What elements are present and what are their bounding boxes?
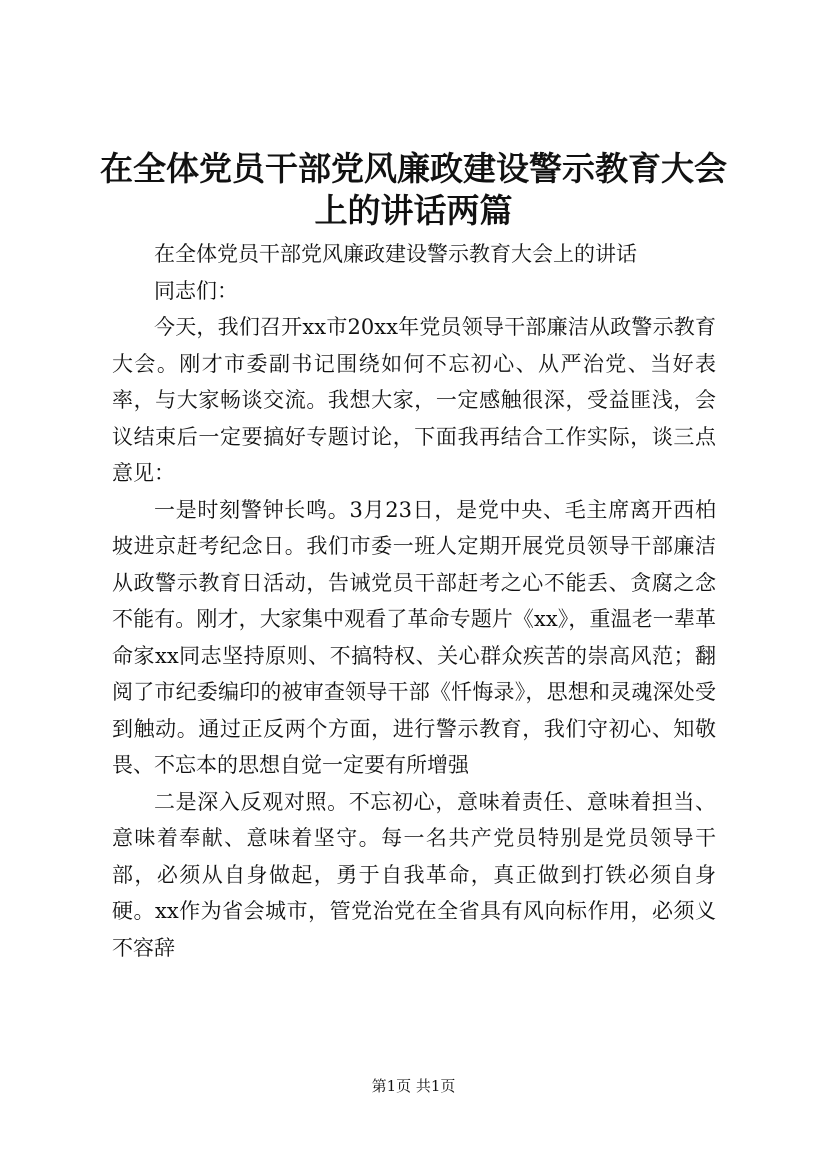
document-body bbox=[112, 236, 716, 966]
paragraph-point-two: 二是深入反观对照。不忘初心，意味着责任、意味着担当、意味着奉献、意味着坚守。每一名共产党员特别是党员领导干部，必须从自身做起，勇于自我革命，真正做到打铁必须自身硬。xx作为省会城市，管党治党在全省具有风向标作用，必须义不容辞 bbox=[112, 789, 716, 960]
paragraph-salutation: 同志们： bbox=[154, 278, 238, 303]
document-title: 在全体党员干部党风廉政建设警示教育大会上的讲话两篇 bbox=[100, 149, 727, 230]
paragraph-point-one: 一是时刻警钟长鸣。3月23日，是党中央、毛主席离开西柏坡进京赶考纪念日。我们市委一班人定期开展党员领导干部廉洁从政警示教育日活动，告诫党员干部赶考之心不能丢、贪腐之念不能有。刚才，大家集中观看了革命专题片《xx》，重温老一辈革命家xx同志坚持原则、不搞特权、关心群众疾苦的崇高风范；翻阅了市纪委编印的被审查领导干部《忏悔录》，思想和灵魂深处受到触动。通过正反两个方面，进行警示教育，我们守初心、知敬畏、不忘本的思想自觉一定要有所增强 bbox=[112, 497, 716, 777]
paragraph-intro: 今天，我们召开xx市20xx年党员领导干部廉洁从政警示教育大会。刚才市委副书记围绕如何不忘初心、从严治党、当好表率，与大家畅谈交流。我想大家，一定感触很深，受益匪浅，会议结束后一定要搞好专题讨论，下面我再结合工作实际，谈三点意见： bbox=[112, 315, 716, 485]
paragraph-subtitle: 在全体党员干部党风廉政建设警示教育大会上的讲话 bbox=[154, 242, 637, 266]
page-footer: 第1页 共1页 bbox=[371, 1077, 456, 1095]
